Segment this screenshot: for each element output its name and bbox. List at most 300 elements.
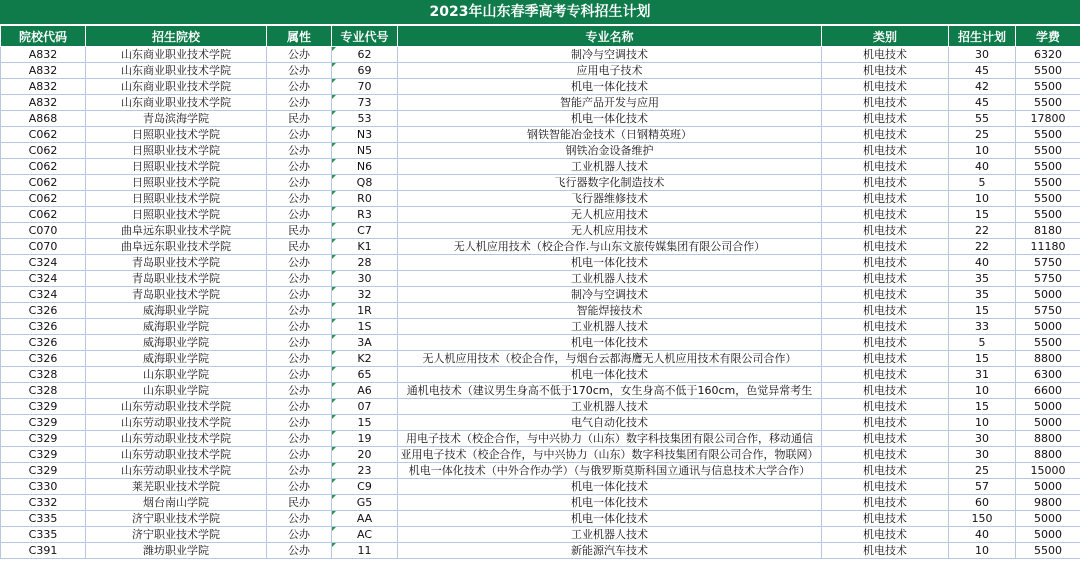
ownership-cell[interactable]: 公办 bbox=[267, 431, 332, 447]
major-code-cell[interactable] bbox=[332, 399, 398, 415]
ownership-cell[interactable]: 公办 bbox=[267, 271, 332, 287]
quota-cell[interactable]: 35 bbox=[949, 271, 1016, 287]
category-cell[interactable]: 机电技术 bbox=[822, 495, 949, 511]
tuition-cell[interactable]: 17800 bbox=[1016, 111, 1080, 127]
category-cell[interactable]: 机电技术 bbox=[822, 319, 949, 335]
school-code-cell[interactable]: C329 bbox=[1, 463, 86, 479]
category-cell[interactable]: 机电技术 bbox=[822, 143, 949, 159]
school-name-cell[interactable]: 威海职业学院 bbox=[86, 351, 267, 367]
ownership-cell[interactable]: 公办 bbox=[267, 47, 332, 63]
table-row bbox=[1, 447, 1080, 463]
school-name-cell[interactable]: 曲阜远东职业技术学院 bbox=[86, 223, 267, 239]
tuition-cell[interactable]: 6320 bbox=[1016, 47, 1080, 63]
school-name-cell[interactable]: 山东劳动职业技术学院 bbox=[86, 415, 267, 431]
ownership-cell[interactable]: 公办 bbox=[267, 415, 332, 431]
category-cell[interactable]: 机电技术 bbox=[822, 127, 949, 143]
major-name-cell[interactable]: 工业机器人技术 bbox=[398, 399, 822, 415]
major-name-cell[interactable]: 机电一体化技术 bbox=[398, 495, 822, 511]
table-row bbox=[1, 207, 1080, 223]
school-code-cell[interactable]: C329 bbox=[1, 431, 86, 447]
school-name-cell[interactable]: 山东商业职业技术学院 bbox=[86, 63, 267, 79]
category-cell[interactable]: 机电技术 bbox=[822, 447, 949, 463]
major-name-cell[interactable]: 新能源汽车技术 bbox=[398, 543, 822, 559]
sheet-title: 2023年山东春季高考专科招生计划 bbox=[0, 0, 1080, 25]
tuition-cell[interactable]: 5000 bbox=[1016, 287, 1080, 303]
school-name-cell[interactable]: 济宁职业技术学院 bbox=[86, 511, 267, 527]
school-code-cell[interactable]: C329 bbox=[1, 447, 86, 463]
quota-cell[interactable]: 25 bbox=[949, 127, 1016, 143]
tuition-cell[interactable]: 5750 bbox=[1016, 271, 1080, 287]
category-cell[interactable]: 机电技术 bbox=[822, 255, 949, 271]
tuition-cell[interactable]: 5500 bbox=[1016, 79, 1080, 95]
school-code-cell[interactable]: A868 bbox=[1, 111, 86, 127]
major-code-cell[interactable] bbox=[332, 543, 398, 559]
tuition-cell[interactable]: 5500 bbox=[1016, 63, 1080, 79]
category-cell[interactable]: 机电技术 bbox=[822, 383, 949, 399]
school-name-cell[interactable]: 日照职业技术学院 bbox=[86, 191, 267, 207]
school-name-cell[interactable]: 山东商业职业技术学院 bbox=[86, 79, 267, 95]
school-name-cell[interactable]: 日照职业技术学院 bbox=[86, 159, 267, 175]
col-header-major-code[interactable]: 专业代号 bbox=[332, 26, 398, 47]
ownership-cell[interactable]: 公办 bbox=[267, 63, 332, 79]
major-name-cell[interactable]: 飞行器维修技术 bbox=[398, 191, 822, 207]
cell-marker-icon bbox=[332, 511, 336, 515]
table-row bbox=[1, 479, 1080, 495]
ownership-cell[interactable]: 民办 bbox=[267, 111, 332, 127]
school-code-cell[interactable]: C328 bbox=[1, 367, 86, 383]
major-code-cell[interactable] bbox=[332, 495, 398, 511]
tuition-cell[interactable]: 5500 bbox=[1016, 175, 1080, 191]
major-name-cell[interactable]: 机电一体化技术 bbox=[398, 367, 822, 383]
category-cell[interactable]: 机电技术 bbox=[822, 159, 949, 175]
major-name-cell[interactable]: 机电一体化技术 bbox=[398, 335, 822, 351]
quota-cell[interactable]: 10 bbox=[949, 143, 1016, 159]
school-code-cell[interactable]: C062 bbox=[1, 143, 86, 159]
major-name-cell[interactable]: 工业机器人技术 bbox=[398, 159, 822, 175]
tuition-cell[interactable]: 5000 bbox=[1016, 527, 1080, 543]
tuition-cell[interactable]: 5500 bbox=[1016, 543, 1080, 559]
major-name-cell[interactable]: 智能产品开发与应用 bbox=[398, 95, 822, 111]
ownership-cell[interactable]: 公办 bbox=[267, 127, 332, 143]
major-code-text: 65 bbox=[357, 368, 372, 381]
school-code-cell[interactable]: C329 bbox=[1, 415, 86, 431]
school-code-cell[interactable]: C324 bbox=[1, 287, 86, 303]
school-name-cell[interactable]: 日照职业技术学院 bbox=[86, 127, 267, 143]
quota-cell[interactable]: 40 bbox=[949, 159, 1016, 175]
major-code-cell[interactable] bbox=[332, 111, 398, 127]
ownership-cell[interactable]: 公办 bbox=[267, 527, 332, 543]
major-name-cell[interactable]: 电气自动化技术 bbox=[398, 415, 822, 431]
school-code-cell[interactable]: C335 bbox=[1, 527, 86, 543]
major-code-cell[interactable] bbox=[332, 79, 398, 95]
category-cell[interactable]: 机电技术 bbox=[822, 79, 949, 95]
quota-cell[interactable]: 30 bbox=[949, 431, 1016, 447]
school-name-cell[interactable]: 潍坊职业学院 bbox=[86, 543, 267, 559]
school-code-cell[interactable]: A832 bbox=[1, 79, 86, 95]
major-code-cell[interactable] bbox=[332, 127, 398, 143]
col-header-tuition[interactable]: 学费 bbox=[1016, 26, 1080, 47]
table-row bbox=[1, 255, 1080, 271]
school-name-cell[interactable]: 莱芜职业技术学院 bbox=[86, 479, 267, 495]
major-name-cell[interactable]: 工业机器人技术 bbox=[398, 527, 822, 543]
category-cell[interactable]: 机电技术 bbox=[822, 367, 949, 383]
major-code-cell[interactable] bbox=[332, 383, 398, 399]
tuition-cell[interactable]: 5500 bbox=[1016, 127, 1080, 143]
quota-cell[interactable]: 55 bbox=[949, 111, 1016, 127]
major-code-text: 62 bbox=[357, 48, 372, 61]
category-cell[interactable]: 机电技术 bbox=[822, 303, 949, 319]
major-name-cell[interactable]: 机电一体化技术 bbox=[398, 111, 822, 127]
school-name-cell[interactable]: 烟台南山学院 bbox=[86, 495, 267, 511]
school-code-cell[interactable]: C062 bbox=[1, 207, 86, 223]
major-code-text: K2 bbox=[357, 352, 372, 365]
ownership-cell[interactable]: 公办 bbox=[267, 511, 332, 527]
major-code-text: N6 bbox=[356, 160, 373, 173]
cell-marker-icon bbox=[332, 143, 336, 147]
table-row bbox=[1, 287, 1080, 303]
school-code-cell[interactable]: C329 bbox=[1, 399, 86, 415]
major-code-cell[interactable] bbox=[332, 191, 398, 207]
quota-cell[interactable]: 40 bbox=[949, 255, 1016, 271]
quota-cell[interactable]: 60 bbox=[949, 495, 1016, 511]
quota-cell[interactable]: 15 bbox=[949, 399, 1016, 415]
school-name-cell[interactable]: 山东劳动职业技术学院 bbox=[86, 463, 267, 479]
quota-cell[interactable]: 10 bbox=[949, 415, 1016, 431]
category-cell[interactable]: 机电技术 bbox=[822, 431, 949, 447]
category-cell[interactable]: 机电技术 bbox=[822, 95, 949, 111]
ownership-cell[interactable]: 公办 bbox=[267, 159, 332, 175]
school-code-cell[interactable]: C326 bbox=[1, 351, 86, 367]
major-name-cell[interactable]: 机电一体化技术 bbox=[398, 479, 822, 495]
tuition-cell[interactable]: 5000 bbox=[1016, 511, 1080, 527]
school-code-cell[interactable]: C335 bbox=[1, 511, 86, 527]
major-name-cell[interactable]: 应用电子技术 bbox=[398, 63, 822, 79]
major-code-cell[interactable] bbox=[332, 175, 398, 191]
cell-marker-icon bbox=[332, 127, 336, 131]
major-code-text: 3A bbox=[357, 336, 372, 349]
ownership-cell[interactable]: 公办 bbox=[267, 95, 332, 111]
tuition-cell[interactable]: 5500 bbox=[1016, 159, 1080, 175]
major-name-cell[interactable]: 用电子技术（校企合作，与中兴协力（山东）数字科技集团有限公司合作，移动通信 bbox=[398, 431, 822, 447]
major-code-cell[interactable] bbox=[332, 335, 398, 351]
school-code-cell[interactable]: C070 bbox=[1, 239, 86, 255]
quota-cell[interactable]: 10 bbox=[949, 191, 1016, 207]
school-code-cell[interactable]: C391 bbox=[1, 543, 86, 559]
ownership-cell[interactable]: 民办 bbox=[267, 495, 332, 511]
major-name-cell[interactable]: 工业机器人技术 bbox=[398, 319, 822, 335]
school-code-cell[interactable]: C062 bbox=[1, 175, 86, 191]
major-name-cell[interactable]: 钢铁智能冶金技术（日钢精英班） bbox=[398, 127, 822, 143]
category-cell[interactable]: 机电技术 bbox=[822, 223, 949, 239]
ownership-cell[interactable]: 民办 bbox=[267, 239, 332, 255]
tuition-cell[interactable]: 8180 bbox=[1016, 223, 1080, 239]
school-name-cell[interactable]: 日照职业技术学院 bbox=[86, 143, 267, 159]
major-code-text: 69 bbox=[357, 64, 372, 77]
major-code-cell[interactable] bbox=[332, 319, 398, 335]
major-code-text: R3 bbox=[357, 208, 372, 221]
quota-cell[interactable]: 40 bbox=[949, 527, 1016, 543]
ownership-cell[interactable]: 公办 bbox=[267, 319, 332, 335]
tuition-cell[interactable]: 5000 bbox=[1016, 319, 1080, 335]
tuition-cell[interactable]: 11180 bbox=[1016, 239, 1080, 255]
tuition-cell[interactable]: 8800 bbox=[1016, 431, 1080, 447]
quota-cell[interactable]: 42 bbox=[949, 79, 1016, 95]
quota-cell[interactable]: 5 bbox=[949, 175, 1016, 191]
school-name-cell[interactable]: 山东劳动职业技术学院 bbox=[86, 431, 267, 447]
major-code-text: N3 bbox=[356, 128, 373, 141]
cell-marker-icon bbox=[332, 527, 336, 531]
school-code-cell[interactable]: C324 bbox=[1, 255, 86, 271]
ownership-cell[interactable]: 公办 bbox=[267, 191, 332, 207]
school-code-cell[interactable]: C326 bbox=[1, 335, 86, 351]
major-code-cell[interactable] bbox=[332, 207, 398, 223]
ownership-cell[interactable]: 民办 bbox=[267, 223, 332, 239]
major-code-cell[interactable] bbox=[332, 351, 398, 367]
table-row bbox=[1, 511, 1080, 527]
tuition-cell[interactable]: 5750 bbox=[1016, 303, 1080, 319]
major-code-cell[interactable] bbox=[332, 287, 398, 303]
quota-cell[interactable]: 15 bbox=[949, 207, 1016, 223]
major-code-cell[interactable] bbox=[332, 303, 398, 319]
major-code-cell[interactable] bbox=[332, 415, 398, 431]
major-name-cell[interactable]: 制冷与空调技术 bbox=[398, 287, 822, 303]
major-name-cell[interactable]: 制冷与空调技术 bbox=[398, 47, 822, 63]
quota-cell[interactable]: 35 bbox=[949, 287, 1016, 303]
cell-marker-icon bbox=[332, 447, 336, 451]
school-code-cell[interactable]: A832 bbox=[1, 63, 86, 79]
major-name-cell[interactable]: 机电一体化技术 bbox=[398, 255, 822, 271]
major-code-cell[interactable] bbox=[332, 143, 398, 159]
major-code-text: 28 bbox=[357, 256, 372, 269]
major-code-cell[interactable] bbox=[332, 223, 398, 239]
category-cell[interactable]: 机电技术 bbox=[822, 287, 949, 303]
tuition-cell[interactable]: 5000 bbox=[1016, 399, 1080, 415]
category-cell[interactable]: 机电技术 bbox=[822, 47, 949, 63]
category-cell[interactable]: 机电技术 bbox=[822, 415, 949, 431]
tuition-cell[interactable]: 5500 bbox=[1016, 95, 1080, 111]
tuition-cell[interactable]: 6300 bbox=[1016, 367, 1080, 383]
major-code-text: 1S bbox=[357, 320, 372, 333]
major-code-cell[interactable] bbox=[332, 159, 398, 175]
category-cell[interactable]: 机电技术 bbox=[822, 239, 949, 255]
quota-cell[interactable]: 10 bbox=[949, 543, 1016, 559]
major-code-cell[interactable] bbox=[332, 511, 398, 527]
cell-marker-icon bbox=[332, 271, 336, 275]
school-name-cell[interactable]: 青岛职业技术学院 bbox=[86, 255, 267, 271]
school-name-cell[interactable]: 青岛滨海学院 bbox=[86, 111, 267, 127]
school-code-cell[interactable]: C328 bbox=[1, 383, 86, 399]
major-name-cell[interactable]: 无人机应用技术（校企合作，与烟台云都海鹰无人机应用技术有限公司合作） bbox=[398, 351, 822, 367]
ownership-cell[interactable]: 公办 bbox=[267, 463, 332, 479]
major-code-cell[interactable] bbox=[332, 479, 398, 495]
major-code-cell[interactable] bbox=[332, 431, 398, 447]
school-code-cell[interactable]: C062 bbox=[1, 159, 86, 175]
quota-cell[interactable]: 5 bbox=[949, 335, 1016, 351]
tuition-cell[interactable]: 9800 bbox=[1016, 495, 1080, 511]
category-cell[interactable]: 机电技术 bbox=[822, 463, 949, 479]
school-code-cell[interactable]: C062 bbox=[1, 191, 86, 207]
school-code-cell[interactable]: C326 bbox=[1, 303, 86, 319]
quota-cell[interactable]: 45 bbox=[949, 95, 1016, 111]
tuition-cell[interactable]: 5500 bbox=[1016, 207, 1080, 223]
school-name-cell[interactable]: 威海职业学院 bbox=[86, 335, 267, 351]
ownership-cell[interactable]: 公办 bbox=[267, 255, 332, 271]
major-code-text: G5 bbox=[356, 496, 373, 509]
school-name-cell[interactable]: 山东劳动职业技术学院 bbox=[86, 399, 267, 415]
col-header-type[interactable]: 属性 bbox=[267, 26, 332, 47]
school-name-cell[interactable]: 日照职业技术学院 bbox=[86, 175, 267, 191]
ownership-cell[interactable]: 公办 bbox=[267, 79, 332, 95]
major-name-cell[interactable]: 无人机应用技术 bbox=[398, 223, 822, 239]
school-code-cell[interactable]: C326 bbox=[1, 319, 86, 335]
school-name-cell[interactable]: 日照职业技术学院 bbox=[86, 207, 267, 223]
category-cell[interactable]: 机电技术 bbox=[822, 511, 949, 527]
major-name-cell[interactable]: 工业机器人技术 bbox=[398, 271, 822, 287]
major-name-cell[interactable]: 亚用电子技术（校企合作，与中兴协力（山东）数字科技集团有限公司合作，物联网） bbox=[398, 447, 822, 463]
school-code-cell[interactable]: C330 bbox=[1, 479, 86, 495]
school-name-cell[interactable]: 山东商业职业技术学院 bbox=[86, 95, 267, 111]
ownership-cell[interactable]: 公办 bbox=[267, 479, 332, 495]
tuition-cell[interactable]: 5000 bbox=[1016, 415, 1080, 431]
ownership-cell[interactable]: 公办 bbox=[267, 207, 332, 223]
school-code-cell[interactable]: C332 bbox=[1, 495, 86, 511]
major-code-cell[interactable] bbox=[332, 271, 398, 287]
tuition-cell[interactable]: 6600 bbox=[1016, 383, 1080, 399]
ownership-cell[interactable]: 公办 bbox=[267, 287, 332, 303]
col-header-school-code[interactable]: 院校代码 bbox=[1, 26, 86, 47]
category-cell[interactable]: 机电技术 bbox=[822, 207, 949, 223]
category-cell[interactable]: 机电技术 bbox=[822, 63, 949, 79]
quota-cell[interactable]: 15 bbox=[949, 303, 1016, 319]
quota-cell[interactable]: 22 bbox=[949, 223, 1016, 239]
ownership-cell[interactable]: 公办 bbox=[267, 543, 332, 559]
col-header-quota[interactable]: 招生计划 bbox=[949, 26, 1016, 47]
quota-cell[interactable]: 25 bbox=[949, 463, 1016, 479]
tuition-cell[interactable]: 8800 bbox=[1016, 351, 1080, 367]
major-code-cell[interactable] bbox=[332, 95, 398, 111]
major-name-cell[interactable]: 钢铁冶金设备维护 bbox=[398, 143, 822, 159]
tuition-cell[interactable]: 5500 bbox=[1016, 191, 1080, 207]
school-code-cell[interactable]: A832 bbox=[1, 47, 86, 63]
major-code-cell[interactable] bbox=[332, 47, 398, 63]
quota-cell[interactable]: 33 bbox=[949, 319, 1016, 335]
cell-marker-icon bbox=[332, 351, 336, 355]
major-name-cell[interactable]: 无人机应用技术 bbox=[398, 207, 822, 223]
school-name-cell[interactable]: 山东劳动职业技术学院 bbox=[86, 447, 267, 463]
quota-cell[interactable]: 57 bbox=[949, 479, 1016, 495]
major-code-cell[interactable] bbox=[332, 63, 398, 79]
major-code-text: 30 bbox=[357, 272, 372, 285]
category-cell[interactable]: 机电技术 bbox=[822, 335, 949, 351]
ownership-cell[interactable]: 公办 bbox=[267, 303, 332, 319]
table-row bbox=[1, 127, 1080, 143]
quota-cell[interactable]: 45 bbox=[949, 63, 1016, 79]
school-name-cell[interactable]: 青岛职业技术学院 bbox=[86, 287, 267, 303]
ownership-cell[interactable]: 公办 bbox=[267, 399, 332, 415]
quota-cell[interactable]: 30 bbox=[949, 447, 1016, 463]
tuition-cell[interactable]: 5500 bbox=[1016, 335, 1080, 351]
category-cell[interactable]: 机电技术 bbox=[822, 479, 949, 495]
major-code-cell[interactable] bbox=[332, 527, 398, 543]
ownership-cell[interactable]: 公办 bbox=[267, 447, 332, 463]
major-name-cell[interactable]: 智能焊接技术 bbox=[398, 303, 822, 319]
col-header-major-name[interactable]: 专业名称 bbox=[398, 26, 822, 47]
quota-cell[interactable]: 30 bbox=[949, 47, 1016, 63]
school-name-cell[interactable]: 山东商业职业技术学院 bbox=[86, 47, 267, 63]
major-name-cell[interactable]: 通机电技术（建议男生身高不低于170cm，女生身高不低于160cm，色觉异常考生 bbox=[398, 383, 822, 399]
major-code-cell[interactable] bbox=[332, 255, 398, 271]
school-code-cell[interactable]: C070 bbox=[1, 223, 86, 239]
major-name-cell[interactable]: 机电一体化技术 bbox=[398, 511, 822, 527]
school-name-cell[interactable]: 青岛职业技术学院 bbox=[86, 271, 267, 287]
quota-cell[interactable]: 150 bbox=[949, 511, 1016, 527]
ownership-cell[interactable]: 公办 bbox=[267, 143, 332, 159]
school-code-cell[interactable]: C062 bbox=[1, 127, 86, 143]
category-cell[interactable]: 机电技术 bbox=[822, 175, 949, 191]
category-cell[interactable]: 机电技术 bbox=[822, 111, 949, 127]
category-cell[interactable]: 机电技术 bbox=[822, 527, 949, 543]
ownership-cell[interactable]: 公办 bbox=[267, 351, 332, 367]
ownership-cell[interactable]: 公办 bbox=[267, 367, 332, 383]
ownership-cell[interactable]: 公办 bbox=[267, 383, 332, 399]
school-code-cell[interactable]: C324 bbox=[1, 271, 86, 287]
major-code-cell[interactable] bbox=[332, 447, 398, 463]
cell-marker-icon bbox=[332, 207, 336, 211]
school-name-cell[interactable]: 曲阜远东职业技术学院 bbox=[86, 239, 267, 255]
table-row bbox=[1, 399, 1080, 415]
cell-marker-icon bbox=[332, 367, 336, 371]
category-cell[interactable]: 机电技术 bbox=[822, 399, 949, 415]
major-name-cell[interactable]: 飞行器数字化制造技术 bbox=[398, 175, 822, 191]
category-cell[interactable]: 机电技术 bbox=[822, 191, 949, 207]
tuition-cell[interactable]: 15000 bbox=[1016, 463, 1080, 479]
table-row bbox=[1, 543, 1080, 559]
school-name-cell[interactable]: 山东职业学院 bbox=[86, 367, 267, 383]
major-code-cell[interactable] bbox=[332, 367, 398, 383]
table-row bbox=[1, 223, 1080, 239]
table-row bbox=[1, 239, 1080, 255]
tuition-cell[interactable]: 5500 bbox=[1016, 143, 1080, 159]
quota-cell[interactable]: 22 bbox=[949, 239, 1016, 255]
col-header-category[interactable]: 类别 bbox=[822, 26, 949, 47]
quota-cell[interactable]: 10 bbox=[949, 383, 1016, 399]
school-name-cell[interactable]: 山东职业学院 bbox=[86, 383, 267, 399]
ownership-cell[interactable]: 公办 bbox=[267, 175, 332, 191]
category-cell[interactable]: 机电技术 bbox=[822, 271, 949, 287]
major-code-cell[interactable] bbox=[332, 239, 398, 255]
quota-cell[interactable]: 31 bbox=[949, 367, 1016, 383]
category-cell[interactable]: 机电技术 bbox=[822, 543, 949, 559]
major-code-text: 20 bbox=[357, 448, 372, 461]
school-name-cell[interactable]: 济宁职业技术学院 bbox=[86, 527, 267, 543]
cell-marker-icon bbox=[332, 239, 336, 243]
school-name-cell[interactable]: 威海职业学院 bbox=[86, 319, 267, 335]
major-name-cell[interactable]: 无人机应用技术（校企合作.与山东文旅传媒集团有限公司合作） bbox=[398, 239, 822, 255]
major-name-cell[interactable]: 机电一体化技术（中外合作办学）（与俄罗斯莫斯科国立通讯与信息技术大学合作） bbox=[398, 463, 822, 479]
tuition-cell[interactable]: 5000 bbox=[1016, 479, 1080, 495]
school-code-cell[interactable]: A832 bbox=[1, 95, 86, 111]
school-name-cell[interactable]: 威海职业学院 bbox=[86, 303, 267, 319]
category-cell[interactable]: 机电技术 bbox=[822, 351, 949, 367]
major-code-cell[interactable] bbox=[332, 463, 398, 479]
tuition-cell[interactable]: 5750 bbox=[1016, 255, 1080, 271]
major-name-cell[interactable]: 机电一体化技术 bbox=[398, 79, 822, 95]
tuition-cell[interactable]: 8800 bbox=[1016, 447, 1080, 463]
col-header-school[interactable]: 招生院校 bbox=[86, 26, 267, 47]
ownership-cell[interactable]: 公办 bbox=[267, 335, 332, 351]
quota-cell[interactable]: 15 bbox=[949, 351, 1016, 367]
major-code-text: 07 bbox=[357, 400, 372, 413]
